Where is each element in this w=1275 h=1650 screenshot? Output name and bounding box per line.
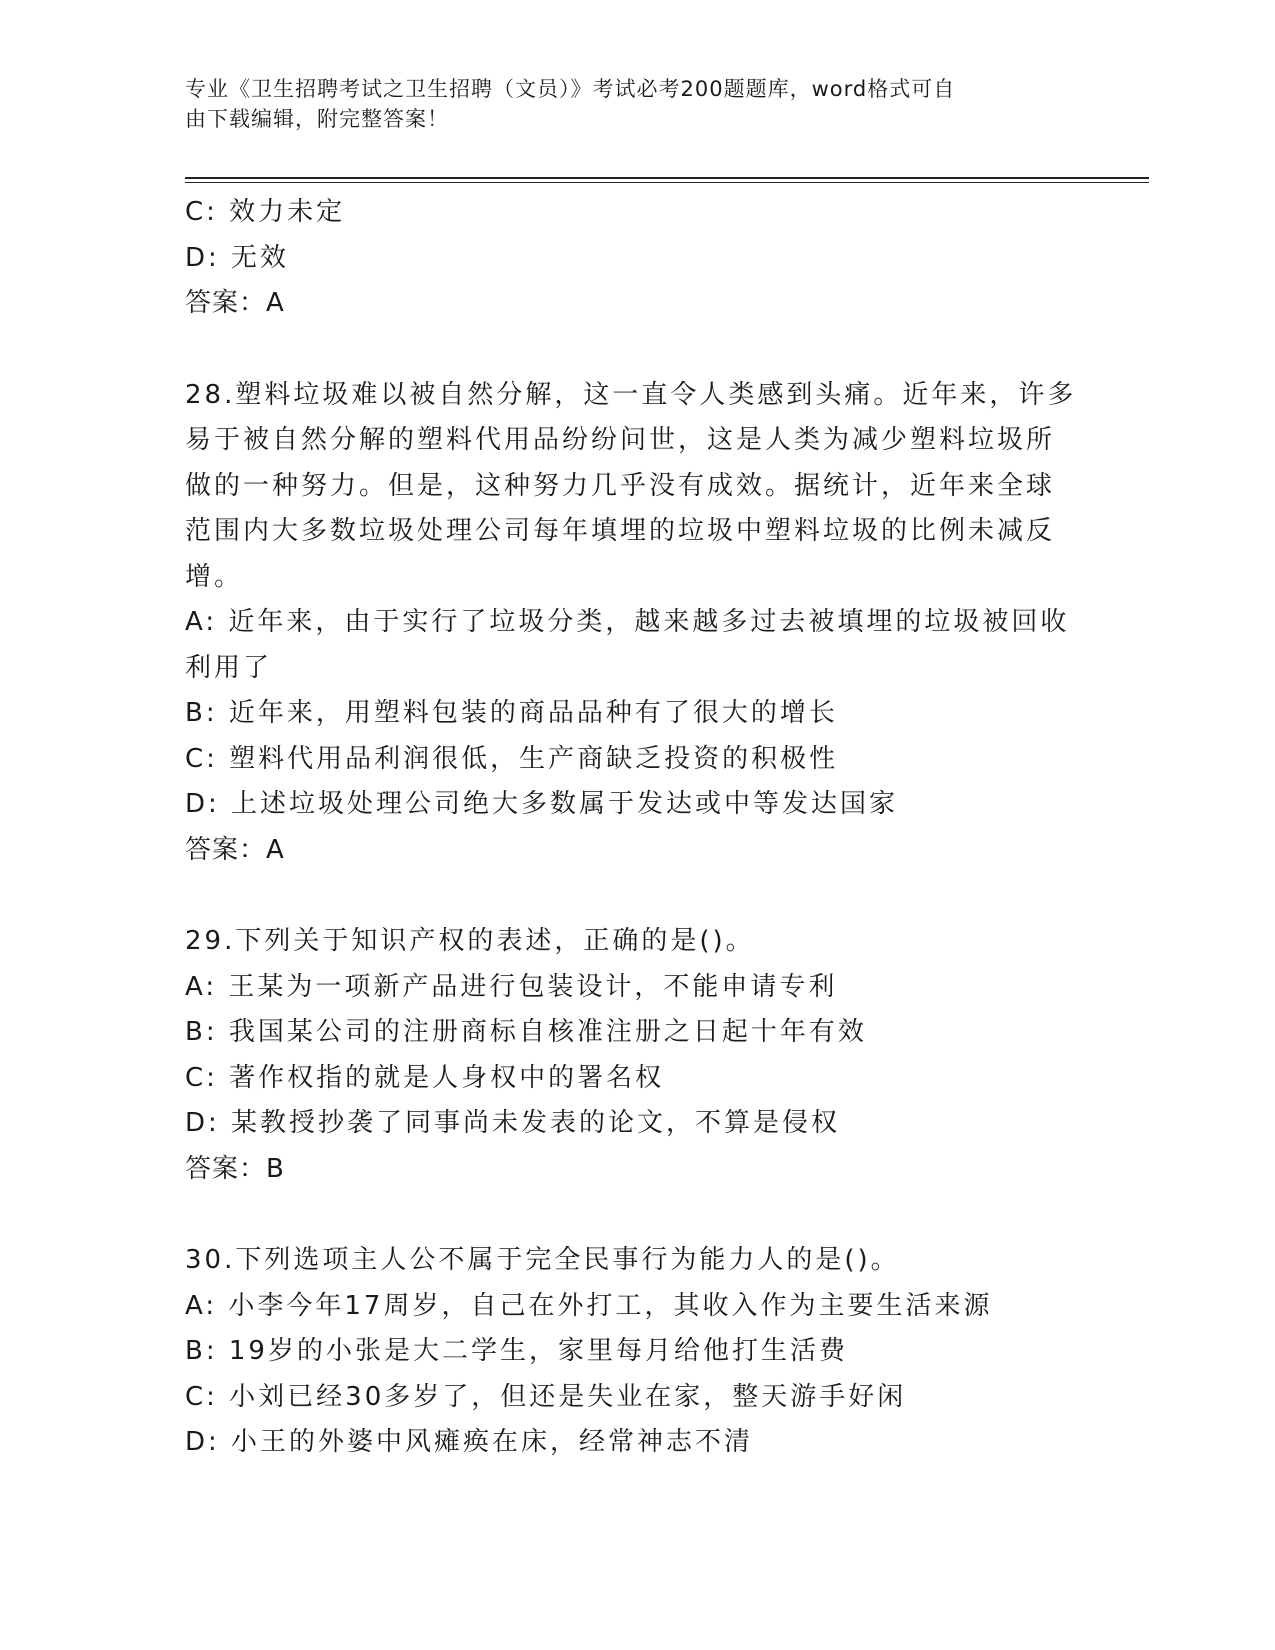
spacer: [185, 873, 1085, 919]
option-a: A: 近年来，由于实行了垃圾分类，越来越多过去被填埋的垃圾被回收: [185, 607, 1070, 637]
option-d: D: 某教授抄袭了同事尚未发表的论文，不算是侵权: [185, 1108, 841, 1138]
option-c: C: 小刘已经30多岁了，但还是失业在家，整天游手好闲: [185, 1381, 907, 1412]
document-header: [185, 74, 1065, 134]
question-stem-line: 增。: [185, 561, 244, 592]
question-stem-line: 范围内大多数垃圾处理公司每年填埋的垃圾中塑料垃圾的比例未减反: [185, 516, 1056, 546]
question-30: [185, 1238, 1085, 1466]
option-b: B: 我国某公司的注册商标自核准注册之日起十年有效: [185, 1017, 867, 1047]
option-c: C: 塑料代用品利润很低，生产商缺乏投资的积极性: [185, 743, 839, 774]
question-stem-line: 易于被自然分解的塑料代用品纷纷问世，这是人类为减少塑料垃圾所: [185, 425, 1056, 455]
question-content: [185, 190, 1085, 1466]
option-c: C: 效力未定: [185, 197, 346, 227]
option-a: A: 小李今年17周岁，自己在外打工，其收入作为主要生活来源: [185, 1290, 993, 1321]
option-b: B: 近年来，用塑料包装的商品品种有了很大的增长: [185, 698, 838, 728]
question-stem-line: 28.塑料垃圾难以被自然分解，这一直令人类感到头痛。近年来，许多: [185, 379, 1077, 410]
header-line-1: 专业《卫生招聘考试之卫生招聘（文员）》考试必考200题题库，word格式可自: [185, 77, 956, 101]
question-28: [185, 373, 1085, 874]
answer-line: 答案：B: [185, 1153, 285, 1184]
question-stem: 29.下列关于知识产权的表述，正确的是()。: [185, 926, 755, 956]
question-27-tail: [185, 190, 1085, 327]
header-divider-thick: [185, 177, 1149, 179]
question-stem-line: 做的一种努力。但是，这种努力几乎没有成效。据统计，近年来全球: [185, 470, 1056, 501]
header-divider-thin: [185, 182, 1149, 183]
option-c: C: 著作权指的就是人身权中的署名权: [185, 1062, 665, 1093]
option-b: B: 19岁的小张是大二学生，家里每月给他打生活费: [185, 1336, 848, 1366]
option-a-continued: 利用了: [185, 652, 273, 683]
answer-line: 答案：A: [185, 834, 285, 865]
option-d: D: 小王的外婆中风瘫痪在床，经常神志不清: [185, 1427, 754, 1457]
option-d: D: 无效: [185, 242, 290, 273]
question-stem: 30.下列选项主人公不属于完全民事行为能力人的是()。: [185, 1245, 900, 1275]
spacer: [185, 1192, 1085, 1238]
spacer: [185, 327, 1085, 373]
option-d: D: 上述垃圾处理公司绝大多数属于发达或中等发达国家: [185, 789, 899, 819]
question-29: [185, 919, 1085, 1192]
answer-line: 答案：A: [185, 288, 285, 318]
header-line-2: 由下载编辑，附完整答案！: [185, 107, 449, 131]
option-a: A: 王某为一项新产品进行包装设计，不能申请专利: [185, 971, 838, 1002]
